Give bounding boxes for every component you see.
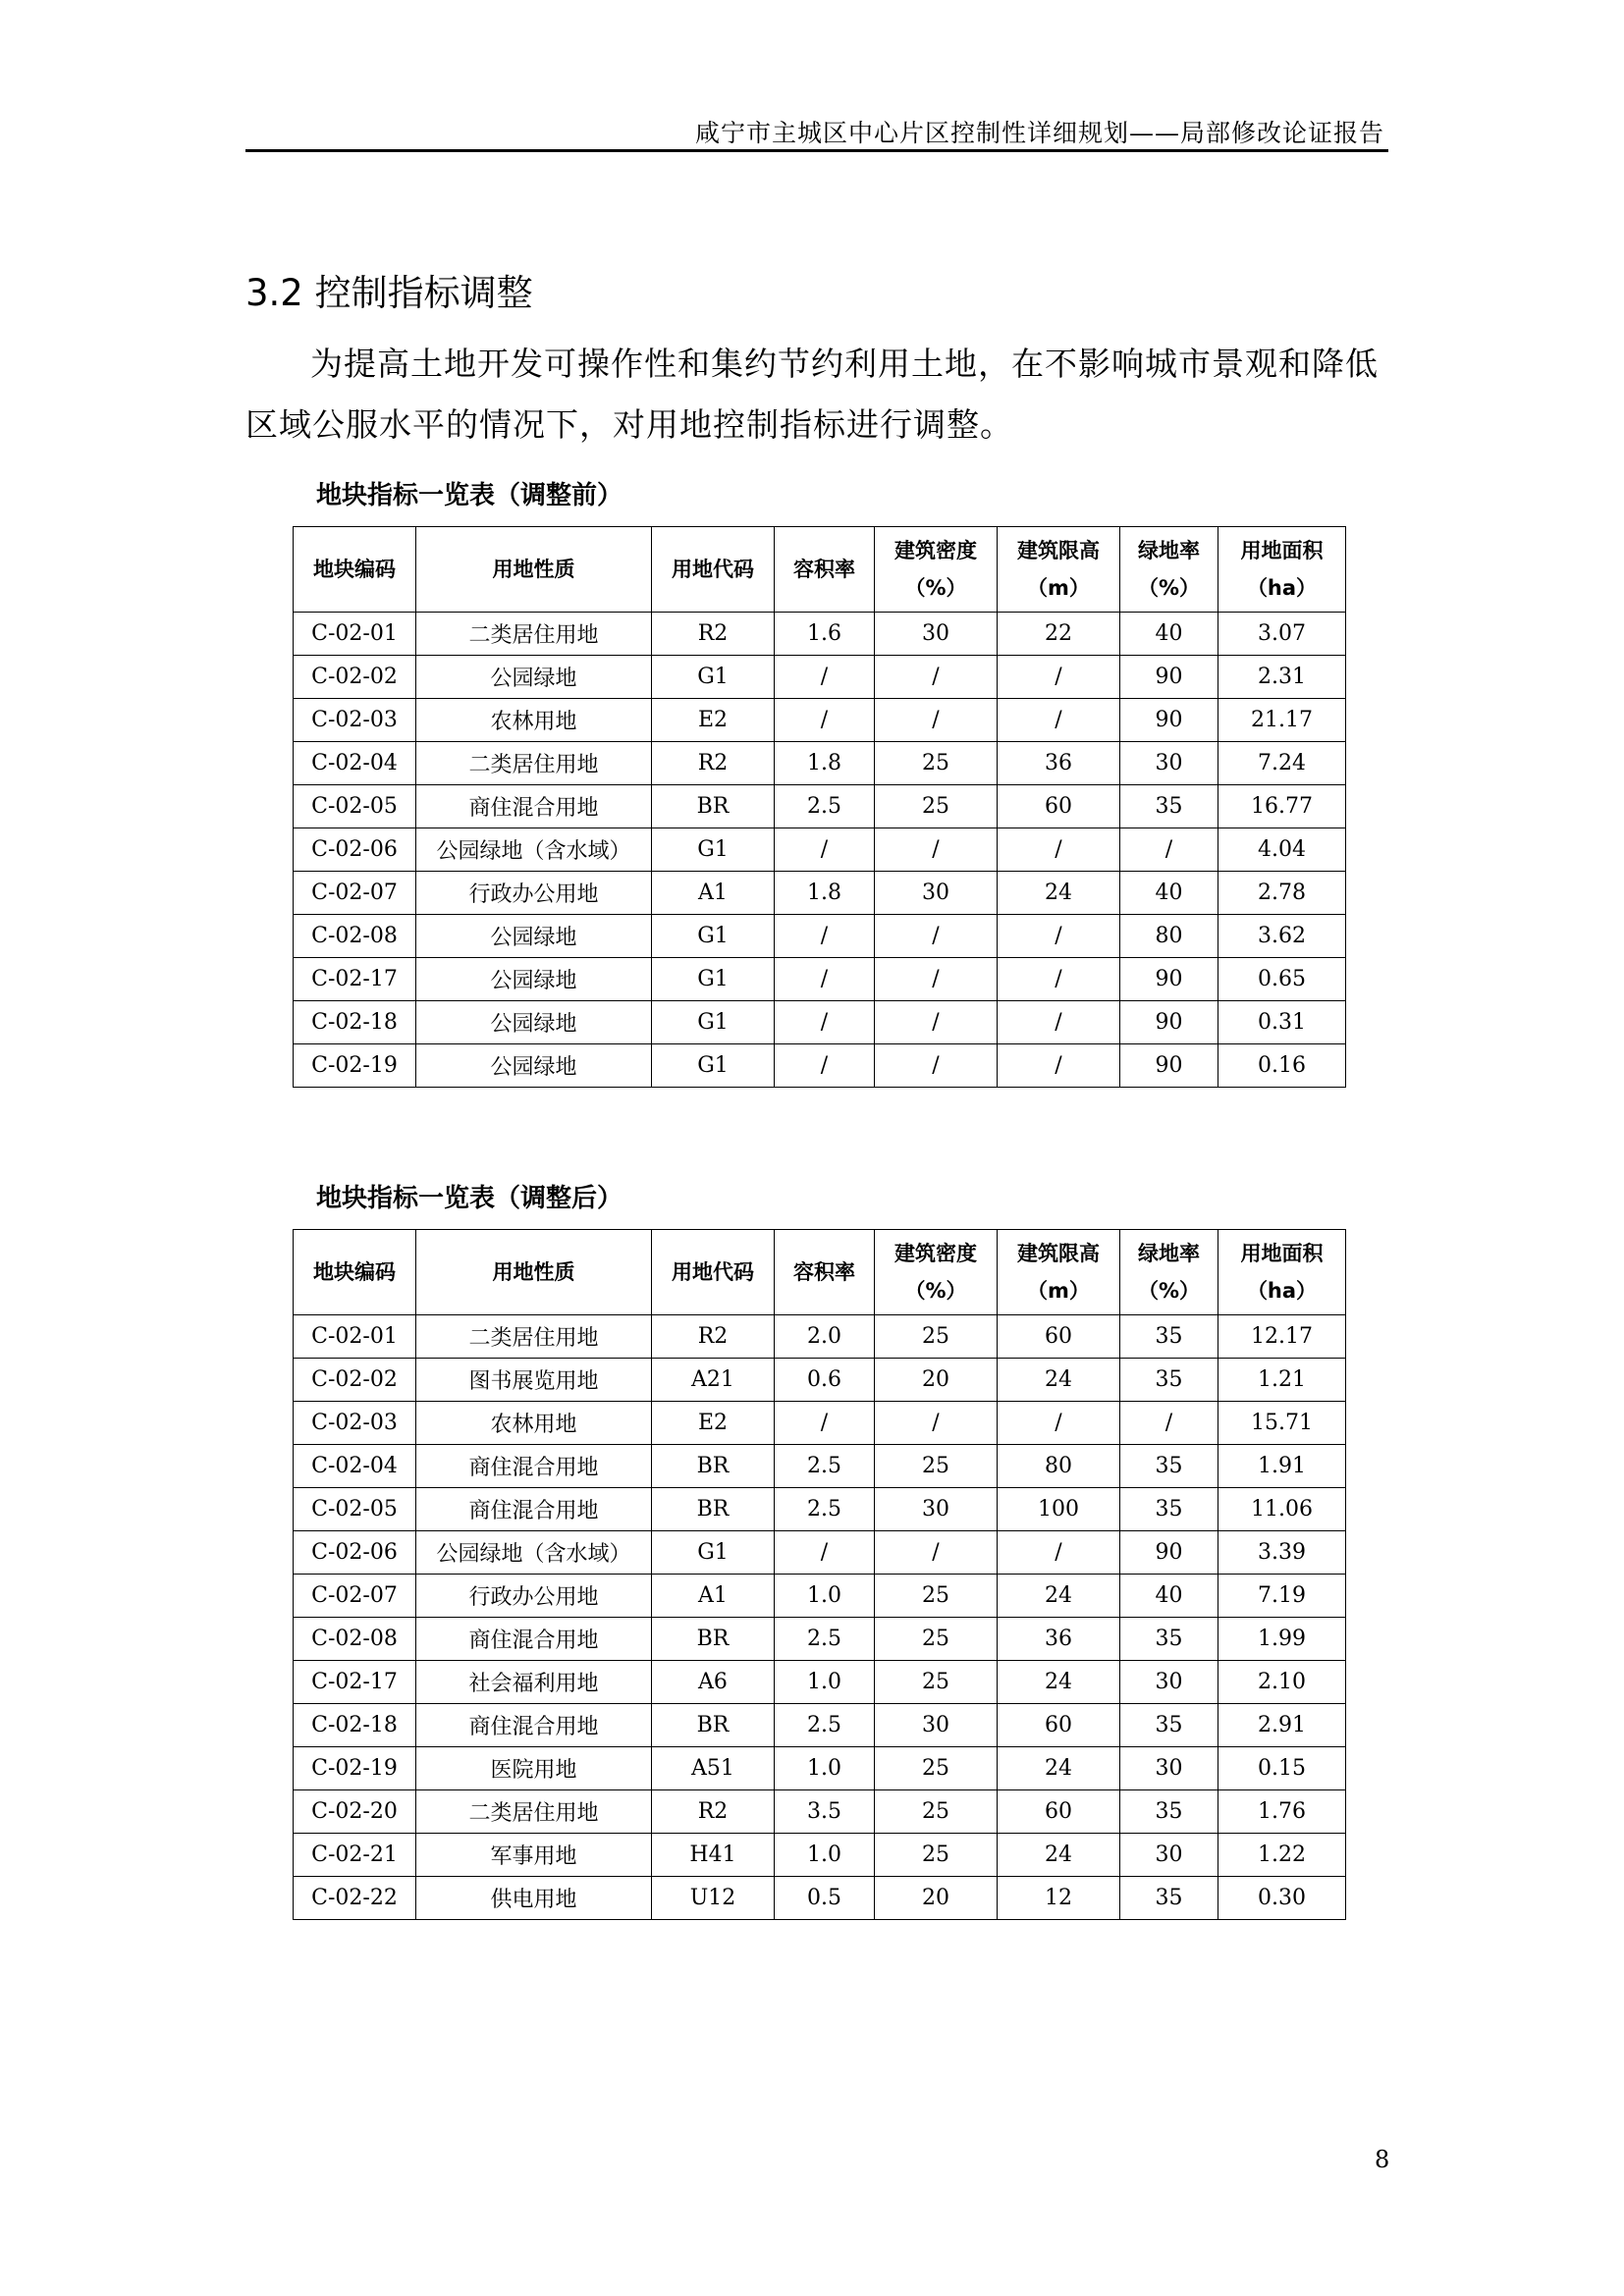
table-cell: 30 <box>1120 1747 1218 1790</box>
table-row <box>294 1402 1346 1445</box>
table-cell: 30 <box>875 1488 998 1531</box>
table-cell: A6 <box>652 1661 775 1704</box>
table-cell: 35 <box>1120 1445 1218 1488</box>
table-cell: 1.21 <box>1218 1359 1346 1402</box>
table-cell: 35 <box>1120 1618 1218 1661</box>
table-row <box>294 613 1346 656</box>
table-cell: 25 <box>875 1315 998 1359</box>
table-cell: / <box>775 1001 875 1044</box>
table-cell: G1 <box>652 656 775 699</box>
table-cell: 公园绿地（含水域） <box>416 1531 652 1575</box>
table-cell: BR <box>652 1618 775 1661</box>
table-cell: / <box>998 1044 1120 1088</box>
table-body <box>294 1315 1346 1920</box>
column-header-unit: （%） <box>904 1279 967 1303</box>
table-cell: 1.0 <box>775 1575 875 1618</box>
table-cell: 0.6 <box>775 1359 875 1402</box>
column-header <box>875 527 998 613</box>
table-cell: 90 <box>1120 1531 1218 1575</box>
table-cell: E2 <box>652 699 775 742</box>
table-cell: 40 <box>1120 613 1218 656</box>
table-cell: 公园绿地 <box>416 915 652 958</box>
table-cell: 12.17 <box>1218 1315 1346 1359</box>
table-cell: BR <box>652 1445 775 1488</box>
table-cell: C-02-07 <box>294 1575 416 1618</box>
table-cell: 行政办公用地 <box>416 872 652 915</box>
table-cell: BR <box>652 785 775 828</box>
table-cell: 25 <box>875 1618 998 1661</box>
table-cell: C-02-02 <box>294 656 416 699</box>
column-header-label: 绿地率 <box>1138 1242 1200 1265</box>
table-cell: 1.76 <box>1218 1790 1346 1834</box>
table-before <box>293 526 1346 1088</box>
table-row <box>294 1359 1346 1402</box>
column-header <box>1120 1230 1218 1315</box>
table-row <box>294 1790 1346 1834</box>
table-cell: 2.5 <box>775 1618 875 1661</box>
table-before-caption: 地块指标一览表（调整前） <box>316 481 623 510</box>
column-header <box>998 527 1120 613</box>
column-header <box>652 1230 775 1315</box>
table-cell: A21 <box>652 1359 775 1402</box>
table-cell: 公园绿地 <box>416 958 652 1001</box>
table-cell: / <box>775 915 875 958</box>
table-cell: / <box>998 699 1120 742</box>
table-cell: C-02-22 <box>294 1877 416 1920</box>
table-cell: 2.31 <box>1218 656 1346 699</box>
table-cell: 35 <box>1120 785 1218 828</box>
table-cell: 3.39 <box>1218 1531 1346 1575</box>
table-cell: 2.5 <box>775 785 875 828</box>
column-header-label: 容积率 <box>793 1260 855 1284</box>
table-cell: C-02-04 <box>294 1445 416 1488</box>
table-cell: 35 <box>1120 1790 1218 1834</box>
table-row <box>294 1618 1346 1661</box>
table-cell: R2 <box>652 613 775 656</box>
column-header-label: 用地面积 <box>1240 1242 1324 1265</box>
table-row <box>294 1315 1346 1359</box>
table-cell: 1.8 <box>775 872 875 915</box>
table-cell: 2.5 <box>775 1445 875 1488</box>
table-cell: 1.6 <box>775 613 875 656</box>
section-title: 3.2 控制指标调整 <box>245 272 533 314</box>
column-header-unit: （%） <box>1137 576 1201 600</box>
table-cell: 图书展览用地 <box>416 1359 652 1402</box>
table-cell: 24 <box>998 1359 1120 1402</box>
table-cell: / <box>775 699 875 742</box>
table-cell: C-02-05 <box>294 1488 416 1531</box>
table-cell: 90 <box>1120 699 1218 742</box>
table-cell: 11.06 <box>1218 1488 1346 1531</box>
column-header <box>652 527 775 613</box>
table-row <box>294 1001 1346 1044</box>
table-cell: 12 <box>998 1877 1120 1920</box>
table-cell: 100 <box>998 1488 1120 1531</box>
table-cell: G1 <box>652 828 775 872</box>
table-cell: 36 <box>998 742 1120 785</box>
table-cell: 医院用地 <box>416 1747 652 1790</box>
table-cell: 2.91 <box>1218 1704 1346 1747</box>
table-header-row <box>294 1230 1346 1315</box>
table-cell: 1.22 <box>1218 1834 1346 1877</box>
table-cell: 1.0 <box>775 1834 875 1877</box>
table-cell: 公园绿地（含水域） <box>416 828 652 872</box>
table-cell: / <box>775 1044 875 1088</box>
table-cell: 商住混合用地 <box>416 785 652 828</box>
table-cell: 25 <box>875 1747 998 1790</box>
table-row <box>294 1877 1346 1920</box>
table-cell: 1.99 <box>1218 1618 1346 1661</box>
table-cell: U12 <box>652 1877 775 1920</box>
table-cell: 二类居住用地 <box>416 613 652 656</box>
column-header <box>1218 1230 1346 1315</box>
table-cell: 25 <box>875 1790 998 1834</box>
table-cell: / <box>998 958 1120 1001</box>
table-cell: G1 <box>652 958 775 1001</box>
column-header-unit: （m） <box>1027 576 1090 600</box>
table-cell: 1.91 <box>1218 1445 1346 1488</box>
table-cell: 20 <box>875 1359 998 1402</box>
table-cell: C-02-02 <box>294 1359 416 1402</box>
table-cell: / <box>875 699 998 742</box>
page-number: 8 <box>1375 2146 1390 2173</box>
table-cell: 4.04 <box>1218 828 1346 872</box>
table-cell: G1 <box>652 1001 775 1044</box>
table-row <box>294 828 1346 872</box>
table-cell: / <box>875 1044 998 1088</box>
table-cell: 24 <box>998 1575 1120 1618</box>
table-cell: A51 <box>652 1747 775 1790</box>
table-cell: 3.07 <box>1218 613 1346 656</box>
table-cell: 30 <box>875 872 998 915</box>
table-cell: 35 <box>1120 1877 1218 1920</box>
table-cell: / <box>875 1531 998 1575</box>
table-cell: / <box>998 828 1120 872</box>
table-cell: 社会福利用地 <box>416 1661 652 1704</box>
table-cell: / <box>775 656 875 699</box>
table-cell: 1.0 <box>775 1661 875 1704</box>
table-cell: 1.8 <box>775 742 875 785</box>
table-cell: C-02-08 <box>294 1618 416 1661</box>
column-header <box>775 527 875 613</box>
table-cell: / <box>998 1402 1120 1445</box>
column-header-label: 地块编码 <box>313 1260 396 1284</box>
table-cell: 30 <box>1120 1661 1218 1704</box>
table-cell: 供电用地 <box>416 1877 652 1920</box>
table-row <box>294 699 1346 742</box>
column-header-label: 用地性质 <box>492 558 575 581</box>
table-row <box>294 1044 1346 1088</box>
table-cell: 90 <box>1120 1001 1218 1044</box>
table-cell: C-02-05 <box>294 785 416 828</box>
column-header-label: 建筑限高 <box>1017 1242 1100 1265</box>
table-row <box>294 656 1346 699</box>
table-cell: 80 <box>1120 915 1218 958</box>
table-cell: 35 <box>1120 1315 1218 1359</box>
table-cell: R2 <box>652 1790 775 1834</box>
table-cell: 行政办公用地 <box>416 1575 652 1618</box>
table-cell: 15.71 <box>1218 1402 1346 1445</box>
table-row <box>294 1531 1346 1575</box>
table-cell: / <box>875 1402 998 1445</box>
table-row <box>294 958 1346 1001</box>
table-row <box>294 742 1346 785</box>
table-cell: / <box>875 915 998 958</box>
table-cell: C-02-03 <box>294 1402 416 1445</box>
table-cell: 25 <box>875 1661 998 1704</box>
table-cell: C-02-08 <box>294 915 416 958</box>
table-cell: / <box>998 1001 1120 1044</box>
column-header <box>294 527 416 613</box>
table-cell: C-02-21 <box>294 1834 416 1877</box>
column-header <box>875 1230 998 1315</box>
table-cell: 30 <box>1120 1834 1218 1877</box>
table-cell: 2.5 <box>775 1488 875 1531</box>
table-row <box>294 872 1346 915</box>
table-cell: 0.5 <box>775 1877 875 1920</box>
table-cell: 二类居住用地 <box>416 1315 652 1359</box>
table-cell: 35 <box>1120 1704 1218 1747</box>
table-cell: A1 <box>652 1575 775 1618</box>
table-cell: 24 <box>998 872 1120 915</box>
column-header <box>1120 527 1218 613</box>
table-cell: 公园绿地 <box>416 1044 652 1088</box>
column-header-unit: （%） <box>1137 1279 1201 1303</box>
table-cell: G1 <box>652 1531 775 1575</box>
table-cell: / <box>775 958 875 1001</box>
table-cell: 二类居住用地 <box>416 742 652 785</box>
table-cell: 2.0 <box>775 1315 875 1359</box>
table-cell: 0.15 <box>1218 1747 1346 1790</box>
column-header-label: 容积率 <box>793 558 855 581</box>
table-cell: 二类居住用地 <box>416 1790 652 1834</box>
column-header-label: 地块编码 <box>313 558 396 581</box>
table-cell: / <box>875 958 998 1001</box>
table-cell: H41 <box>652 1834 775 1877</box>
table-cell: 90 <box>1120 1044 1218 1088</box>
table-cell: C-02-04 <box>294 742 416 785</box>
table-cell: / <box>875 656 998 699</box>
header-title: 咸宁市主城区中心片区控制性详细规划——局部修改论证报告 <box>694 119 1384 147</box>
column-header <box>416 527 652 613</box>
table-after <box>293 1229 1346 1920</box>
table-cell: G1 <box>652 915 775 958</box>
table-cell: 军事用地 <box>416 1834 652 1877</box>
table-cell: E2 <box>652 1402 775 1445</box>
table-row <box>294 1575 1346 1618</box>
table-cell: C-02-06 <box>294 828 416 872</box>
table-cell: 商住混合用地 <box>416 1488 652 1531</box>
table-cell: / <box>775 1531 875 1575</box>
column-header-label: 建筑密度 <box>894 1242 977 1265</box>
table-cell: / <box>998 656 1120 699</box>
table-cell: A1 <box>652 872 775 915</box>
table-cell: R2 <box>652 742 775 785</box>
table-cell: 农林用地 <box>416 1402 652 1445</box>
table-cell: 30 <box>1120 742 1218 785</box>
column-header <box>775 1230 875 1315</box>
table-cell: BR <box>652 1488 775 1531</box>
table-cell: 2.5 <box>775 1704 875 1747</box>
table-row <box>294 915 1346 958</box>
column-header <box>1218 527 1346 613</box>
table-cell: 24 <box>998 1747 1120 1790</box>
table-cell: / <box>875 1001 998 1044</box>
section-paragraph: 为提高土地开发可操作性和集约节约利用土地，在不影响城市景观和降低区域公服水平的情况下，对用地控制指标进行调整。 <box>245 345 1379 444</box>
column-header <box>416 1230 652 1315</box>
table-cell: 60 <box>998 1704 1120 1747</box>
table-cell: C-02-18 <box>294 1001 416 1044</box>
table-cell: 25 <box>875 742 998 785</box>
table-cell: / <box>998 915 1120 958</box>
table-cell: 36 <box>998 1618 1120 1661</box>
table-cell: 40 <box>1120 872 1218 915</box>
table-cell: 90 <box>1120 958 1218 1001</box>
table-cell: BR <box>652 1704 775 1747</box>
table-cell: 20 <box>875 1877 998 1920</box>
table-cell: 农林用地 <box>416 699 652 742</box>
table-cell: 0.31 <box>1218 1001 1346 1044</box>
table-cell: C-02-01 <box>294 613 416 656</box>
table-cell: 2.78 <box>1218 872 1346 915</box>
table-cell: C-02-20 <box>294 1790 416 1834</box>
table-row <box>294 1488 1346 1531</box>
table-row <box>294 1661 1346 1704</box>
table-row <box>294 1445 1346 1488</box>
table-cell: 0.16 <box>1218 1044 1346 1088</box>
table-cell: C-02-19 <box>294 1747 416 1790</box>
table-cell: C-02-01 <box>294 1315 416 1359</box>
table-row <box>294 1704 1346 1747</box>
table-cell: C-02-03 <box>294 699 416 742</box>
table-cell: 7.19 <box>1218 1575 1346 1618</box>
table-cell: 商住混合用地 <box>416 1618 652 1661</box>
table-cell: C-02-07 <box>294 872 416 915</box>
table-cell: 3.62 <box>1218 915 1346 958</box>
table-cell: 21.17 <box>1218 699 1346 742</box>
table-row <box>294 785 1346 828</box>
table-cell: 公园绿地 <box>416 1001 652 1044</box>
table-cell: R2 <box>652 1315 775 1359</box>
table-cell: 25 <box>875 1834 998 1877</box>
page-header <box>245 110 1388 152</box>
table-cell: 16.77 <box>1218 785 1346 828</box>
table-cell: 24 <box>998 1834 1120 1877</box>
column-header-unit: （ha） <box>1246 1279 1318 1303</box>
table-cell: 35 <box>1120 1488 1218 1531</box>
table-cell: / <box>875 828 998 872</box>
column-header-unit: （%） <box>904 576 967 600</box>
table-cell: 24 <box>998 1661 1120 1704</box>
table-cell: 3.5 <box>775 1790 875 1834</box>
table-cell: C-02-19 <box>294 1044 416 1088</box>
table-cell: 90 <box>1120 656 1218 699</box>
table-cell: / <box>1120 828 1218 872</box>
table-cell: 22 <box>998 613 1120 656</box>
column-header <box>294 1230 416 1315</box>
table-cell: 7.24 <box>1218 742 1346 785</box>
column-header-unit: （m） <box>1027 1279 1090 1303</box>
table-cell: 公园绿地 <box>416 656 652 699</box>
table-cell: 商住混合用地 <box>416 1704 652 1747</box>
table-cell: 25 <box>875 1575 998 1618</box>
table-cell: 30 <box>875 1704 998 1747</box>
table-cell: 35 <box>1120 1359 1218 1402</box>
table-cell: C-02-18 <box>294 1704 416 1747</box>
column-header-label: 用地面积 <box>1240 539 1324 562</box>
column-header-label: 用地代码 <box>672 558 754 581</box>
table-cell: 40 <box>1120 1575 1218 1618</box>
table-cell: 60 <box>998 1315 1120 1359</box>
table-cell: C-02-17 <box>294 1661 416 1704</box>
column-header <box>998 1230 1120 1315</box>
table-cell: 1.0 <box>775 1747 875 1790</box>
column-header-label: 绿地率 <box>1138 539 1200 562</box>
table-cell: 60 <box>998 1790 1120 1834</box>
column-header-label: 建筑限高 <box>1017 539 1100 562</box>
column-header-label: 用地代码 <box>672 1260 754 1284</box>
table-cell: 25 <box>875 785 998 828</box>
column-header-label: 建筑密度 <box>894 539 977 562</box>
table-cell: 0.65 <box>1218 958 1346 1001</box>
table-cell: 30 <box>875 613 998 656</box>
table-cell: 60 <box>998 785 1120 828</box>
table-after-caption: 地块指标一览表（调整后） <box>316 1184 623 1213</box>
table-cell: C-02-06 <box>294 1531 416 1575</box>
table-row <box>294 1834 1346 1877</box>
table-cell: 2.10 <box>1218 1661 1346 1704</box>
table-cell: G1 <box>652 1044 775 1088</box>
table-header-row <box>294 527 1346 613</box>
table-cell: 商住混合用地 <box>416 1445 652 1488</box>
table-cell: 0.30 <box>1218 1877 1346 1920</box>
table-cell: / <box>998 1531 1120 1575</box>
table-cell: 25 <box>875 1445 998 1488</box>
table-cell: / <box>775 1402 875 1445</box>
table-cell: 80 <box>998 1445 1120 1488</box>
table-row <box>294 1747 1346 1790</box>
table-cell: / <box>775 828 875 872</box>
column-header-label: 用地性质 <box>492 1260 575 1284</box>
table-cell: C-02-17 <box>294 958 416 1001</box>
table-body <box>294 613 1346 1088</box>
column-header-unit: （ha） <box>1246 576 1318 600</box>
table-cell: / <box>1120 1402 1218 1445</box>
